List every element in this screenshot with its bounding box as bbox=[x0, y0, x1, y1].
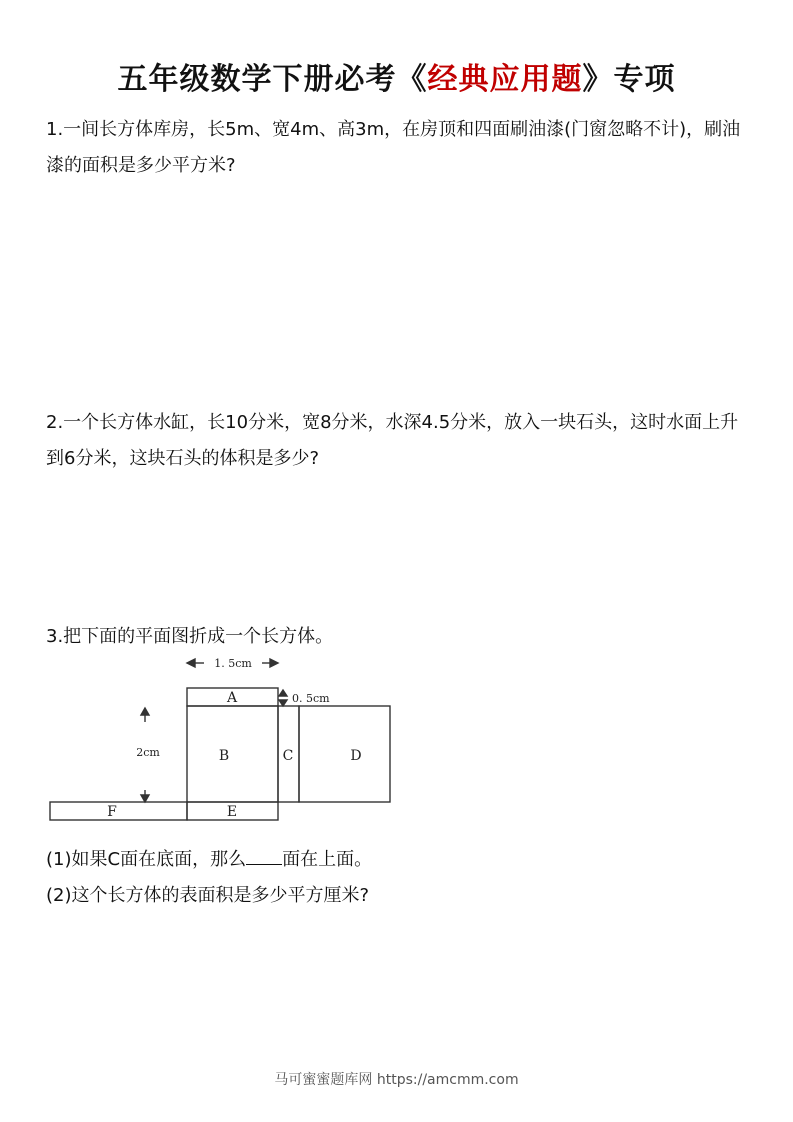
q3-sub1-after: 面在上面。 bbox=[282, 849, 373, 870]
title-accent: 经典应用题 bbox=[427, 62, 583, 97]
q3-sub1-before: (1)如果C面在底面，那么 bbox=[46, 849, 247, 870]
face-f bbox=[50, 802, 187, 820]
label-c: C bbox=[282, 748, 294, 764]
depth-arrow-up bbox=[279, 690, 287, 696]
width-arrow-left bbox=[187, 659, 195, 667]
label-f: F bbox=[107, 804, 117, 820]
question-1: 1.一间长方体库房，长5m、宽4m、高3m，在房顶和四面刷油漆(门窗忽略不计)，刷油漆的面积是多少平方米? bbox=[46, 119, 741, 176]
question-3: 3.把下面的平面图折成一个长方体。 bbox=[46, 626, 334, 647]
dim-depth-label: 0. 5cm bbox=[292, 692, 330, 705]
label-d: D bbox=[350, 748, 362, 764]
question-3-part-2: (2)这个长方体的表面积是多少平方厘米? bbox=[46, 885, 370, 906]
title-suffix: 》专项 bbox=[582, 62, 676, 97]
dim-width-label: 1. 5cm bbox=[214, 657, 252, 670]
depth-arrow-down bbox=[279, 700, 287, 706]
net-diagram bbox=[44, 652, 400, 828]
width-arrow-right bbox=[270, 659, 278, 667]
answer-blank bbox=[246, 846, 282, 865]
label-a: A bbox=[226, 690, 238, 706]
title-prefix: 五年级数学下册必考《 bbox=[117, 62, 428, 97]
label-e: E bbox=[226, 804, 238, 820]
question-2: 2.一个长方体水缸，长10分米，宽8分米，水深4.5分米，放入一块石头，这时水面上升到6分米，这块石头的体积是多少? bbox=[46, 412, 739, 469]
page-title bbox=[0, 58, 793, 102]
question-3-part-1 bbox=[46, 845, 756, 875]
face-b bbox=[187, 706, 278, 802]
face-d bbox=[299, 706, 390, 802]
label-b: B bbox=[218, 748, 230, 764]
dim-height-label: 2cm bbox=[136, 746, 160, 759]
footer-watermark: 马可蜜蜜题库网 https://amcmm.com bbox=[274, 1072, 519, 1088]
height-arrow-down bbox=[141, 795, 149, 802]
height-arrow-up bbox=[141, 708, 149, 715]
